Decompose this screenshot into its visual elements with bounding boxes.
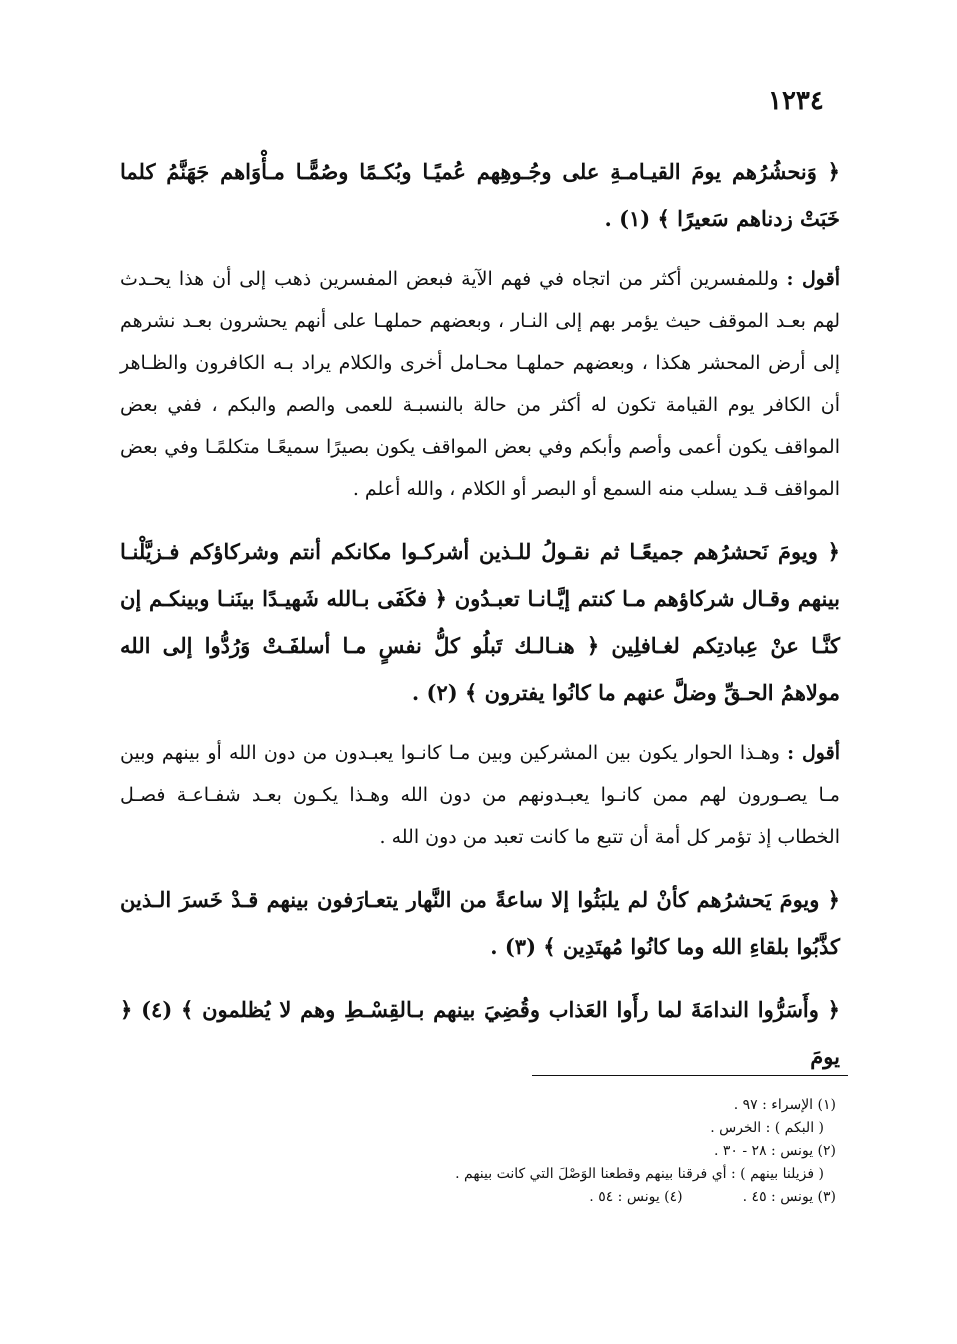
commentary-paragraph bbox=[120, 732, 840, 858]
footnote: (٣) يونس : ٤٥ . bbox=[742, 1189, 836, 1205]
footnote: (٢) يونس : ٢٨ - ٣٠ . bbox=[713, 1143, 836, 1159]
page-body bbox=[120, 148, 840, 1096]
paragraph-text: ﴿ وأَسَرُّوا الندامَةَ لما رأَوا العَذاب وقُضِيَ بينهم بـالقِسْـطِ وهم لا يُظلمون ﴾ (٤) ﴿ يومَ bbox=[120, 997, 840, 1069]
footnote-separator bbox=[532, 1075, 848, 1076]
commentary-lead: أقول : bbox=[787, 742, 840, 764]
footnote: (١) الإسراء : ٩٧ . bbox=[733, 1097, 836, 1113]
page-number: ١٢٣٤ bbox=[768, 86, 824, 116]
paragraph-text: وهـذا الحوار يكون بين المشركين وبين مـا كانـوا يعبـدون من دون الله أو بينهم وبين مـا يصـورون لهم ممن كانـوا يعبـدونهم من دون الله وهـذا يكـون بعـد شفـاعـة فصـل الخطاب إذ تؤمر كل أمة أن تتبع ما كانت تعبد من دون الله . bbox=[120, 742, 840, 848]
quran-verse-paragraph bbox=[120, 876, 840, 970]
commentary-paragraph bbox=[120, 258, 840, 510]
footnotes bbox=[300, 1094, 836, 1209]
footnote: ( فزيلنا بينهم ) : أي فرقنا بينهم وقطعنا الوَصْلَ التي كانت بينهم . bbox=[455, 1166, 824, 1182]
footnote: ( البكم ) : الخرس . bbox=[710, 1120, 824, 1136]
quran-verse-paragraph bbox=[120, 148, 840, 242]
paragraph-text: ﴿ ويومَ يَحشرُهم كأنْ لم يلبَثُوا إلا ساعةً من النَّهار يتعـارَفون بينهم قـدْ خَسرَ الـذين كذَّبُوا بلقاءِ الله وما كانُوا مُهتَدِين ﴾ (٣) . bbox=[120, 887, 840, 959]
footnote-row bbox=[300, 1186, 836, 1209]
paragraph-text: ﴿ ويومَ نَحشرُهم جميعًـا ثم نقـولُ للـذين أشركـوا مكانكم أنتم وشركاؤكم فـزيَّلْنـا بينهم وقـال شركاؤهم مـا كنتم إيَّـانـا تعبـدُون ﴿ فكَفَى بـالله شَهيـدًا بينَنـا وبينكـم إن كنَّـا عنْ عِبادتِكم لغـافلِين ﴿ هنـالـك تَبلُو كلُّ نفسٍ مـا أسلفَـتْ وَرُدُّوا إلى الله مولاهمُ الحـقِّ وضلَّ عنهم ما كانُوا يفترون ﴾ (٢) . bbox=[120, 539, 840, 705]
quran-verse-paragraph bbox=[120, 528, 840, 716]
footnote: (٤) يونس : ٥٤ . bbox=[589, 1189, 683, 1205]
quran-verse-paragraph bbox=[120, 986, 840, 1080]
paragraph-text: ﴿ وَنحشُرُهم يومَ القيـامـةِ على وجُـوهِهم عُميًـا وبُكـمًا وصُمًّـا مـأْوَاهم جَهَنَّمُ كلما خَبَتْ زدناهم سَعيرًا ﴾ (١) . bbox=[120, 159, 840, 231]
commentary-lead: أقول : bbox=[786, 268, 840, 290]
paragraph-text: وللمفسرين أكثر من اتجاه في فهم الآية فبعض المفسرين ذهب إلى أن هذا يحـدث لهم بعـد الموقف حيث يؤمر بهم إلى النـار ، وبعضهم حملهـا على أنهم يحشرون بعـد نشرهم إلى أرض المحشر هكذا ، وبعضهم حملهـا محـامل أخرى والكلام يراد بـه الكافرون والظـاهر أن الكافر يوم القيامة تكون له أكثر من حالة بالنسبـة للعمى والصم والبكم ، ففي بعض المواقف يكون أعمى وأصم وأبكم وفي بعض المواقف يكون بصيرًا سميعًـا متكلمًـا وفي بعض المواقف قـد يسلب منه السمع أو البصر أو الكلام ، والله أعلم . bbox=[120, 268, 840, 500]
